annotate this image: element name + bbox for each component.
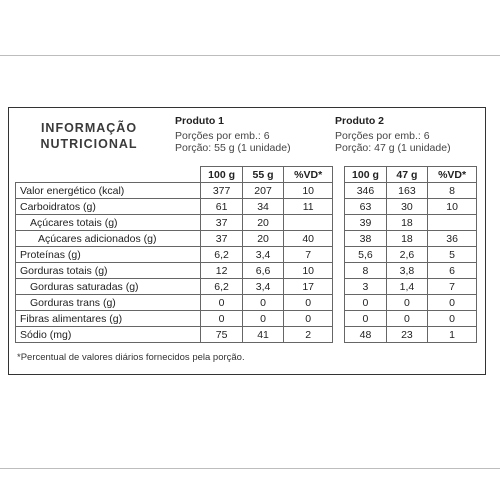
p2-value-cell: 10: [428, 199, 477, 215]
top-divider: [0, 55, 500, 56]
table-row: [16, 231, 477, 247]
p2-value-cell: 6: [428, 263, 477, 279]
p1-value-cell: 377: [201, 183, 242, 199]
product-1-portion-size: Porção: 55 g (1 unidade): [175, 142, 291, 154]
nutrient-label: Proteínas (g): [16, 247, 201, 263]
p2-value-cell: 0: [386, 311, 427, 327]
p2-value-cell: 0: [428, 311, 477, 327]
nutrient-label: Fibras alimentares (g): [16, 311, 201, 327]
p2-value-cell: 346: [345, 183, 386, 199]
nutrient-label: Gorduras totais (g): [16, 263, 201, 279]
p2-col-100g: 100 g: [345, 167, 386, 183]
p2-value-cell: 18: [386, 231, 427, 247]
p1-value-cell: 6,6: [242, 263, 283, 279]
table-row: [16, 247, 477, 263]
p2-value-cell: 30: [386, 199, 427, 215]
bottom-divider: [0, 468, 500, 469]
p1-value-cell: 17: [284, 279, 333, 295]
product-2-header: [335, 115, 451, 155]
product-1-portions: Porções por emb.: 6: [175, 129, 270, 142]
p1-col-vd: %VD*: [284, 167, 333, 183]
nutrient-label: Açúcares totais (g): [16, 215, 201, 231]
p1-col-100g: 100 g: [201, 167, 242, 183]
table-row: [16, 199, 477, 215]
p1-value-cell: 0: [284, 311, 333, 327]
table-row: [16, 263, 477, 279]
table-row: [16, 311, 477, 327]
nutrition-facts-panel: [8, 107, 486, 375]
p1-value-cell: 207: [242, 183, 283, 199]
p1-value-cell: 37: [201, 215, 242, 231]
nutrient-label: Gorduras trans (g): [16, 295, 201, 311]
p1-value-cell: 0: [242, 295, 283, 311]
p2-value-cell: 63: [345, 199, 386, 215]
p1-value-cell: [284, 215, 333, 231]
p1-value-cell: 41: [242, 327, 283, 343]
p1-value-cell: 0: [284, 295, 333, 311]
p1-value-cell: 3,4: [242, 247, 283, 263]
p1-value-cell: 7: [284, 247, 333, 263]
table-header-row: [16, 167, 477, 183]
p1-value-cell: 6,2: [201, 247, 242, 263]
p1-value-cell: 40: [284, 231, 333, 247]
p2-value-cell: 2,6: [386, 247, 427, 263]
p2-value-cell: 0: [345, 311, 386, 327]
table-row: [16, 279, 477, 295]
p1-value-cell: 75: [201, 327, 242, 343]
product-1-name: Produto 1: [175, 115, 224, 127]
p2-value-cell: 48: [345, 327, 386, 343]
p1-value-cell: 3,4: [242, 279, 283, 295]
nutrient-label: Gorduras saturadas (g): [16, 279, 201, 295]
p2-value-cell: 8: [428, 183, 477, 199]
p1-value-cell: 10: [284, 263, 333, 279]
p2-value-cell: 163: [386, 183, 427, 199]
p2-value-cell: [428, 215, 477, 231]
p2-value-cell: 39: [345, 215, 386, 231]
p2-col-portion: 47 g: [386, 167, 427, 183]
p1-col-portion: 55 g: [242, 167, 283, 183]
p1-value-cell: 2: [284, 327, 333, 343]
p2-value-cell: 5,6: [345, 247, 386, 263]
nutrition-title: [9, 108, 169, 164]
nutrition-table: [15, 166, 477, 343]
nutrient-label: Carboidratos (g): [16, 199, 201, 215]
table-row: [16, 295, 477, 311]
p1-value-cell: 0: [201, 295, 242, 311]
p1-value-cell: 20: [242, 231, 283, 247]
p1-value-cell: 6,2: [201, 279, 242, 295]
p2-value-cell: 1: [428, 327, 477, 343]
table-row: [16, 215, 477, 231]
p2-value-cell: 0: [428, 295, 477, 311]
nutrient-label: Valor energético (kcal): [16, 183, 201, 199]
p2-value-cell: 1,4: [386, 279, 427, 295]
footnote: *Percentual de valores diários fornecidos pela porção.: [17, 352, 245, 363]
p1-value-cell: 37: [201, 231, 242, 247]
p2-value-cell: 0: [386, 295, 427, 311]
p2-value-cell: 23: [386, 327, 427, 343]
p1-value-cell: 10: [284, 183, 333, 199]
p2-value-cell: 8: [345, 263, 386, 279]
p1-value-cell: 20: [242, 215, 283, 231]
title-line-2: NUTRICIONAL: [40, 137, 138, 151]
table-row: [16, 327, 477, 343]
p1-value-cell: 11: [284, 199, 333, 215]
p2-col-vd: %VD*: [428, 167, 477, 183]
p1-value-cell: 61: [201, 199, 242, 215]
nutrient-label: Sódio (mg): [16, 327, 201, 343]
p1-value-cell: 34: [242, 199, 283, 215]
p2-value-cell: 18: [386, 215, 427, 231]
p2-value-cell: 7: [428, 279, 477, 295]
p2-value-cell: 3: [345, 279, 386, 295]
p1-value-cell: 12: [201, 263, 242, 279]
title-line-1: INFORMAÇÃO: [40, 121, 138, 135]
p2-value-cell: 5: [428, 247, 477, 263]
p2-value-cell: 38: [345, 231, 386, 247]
p1-value-cell: 0: [201, 311, 242, 327]
product-2-name: Produto 2: [335, 115, 384, 127]
p2-value-cell: 3,8: [386, 263, 427, 279]
product-1-header: [175, 115, 291, 155]
p1-value-cell: 0: [242, 311, 283, 327]
product-2-portions: Porções por emb.: 6: [335, 129, 430, 142]
product-2-portion-size: Porção: 47 g (1 unidade): [335, 142, 451, 154]
table-row: [16, 183, 477, 199]
nutrient-label: Açúcares adicionados (g): [16, 231, 201, 247]
p2-value-cell: 36: [428, 231, 477, 247]
p2-value-cell: 0: [345, 295, 386, 311]
